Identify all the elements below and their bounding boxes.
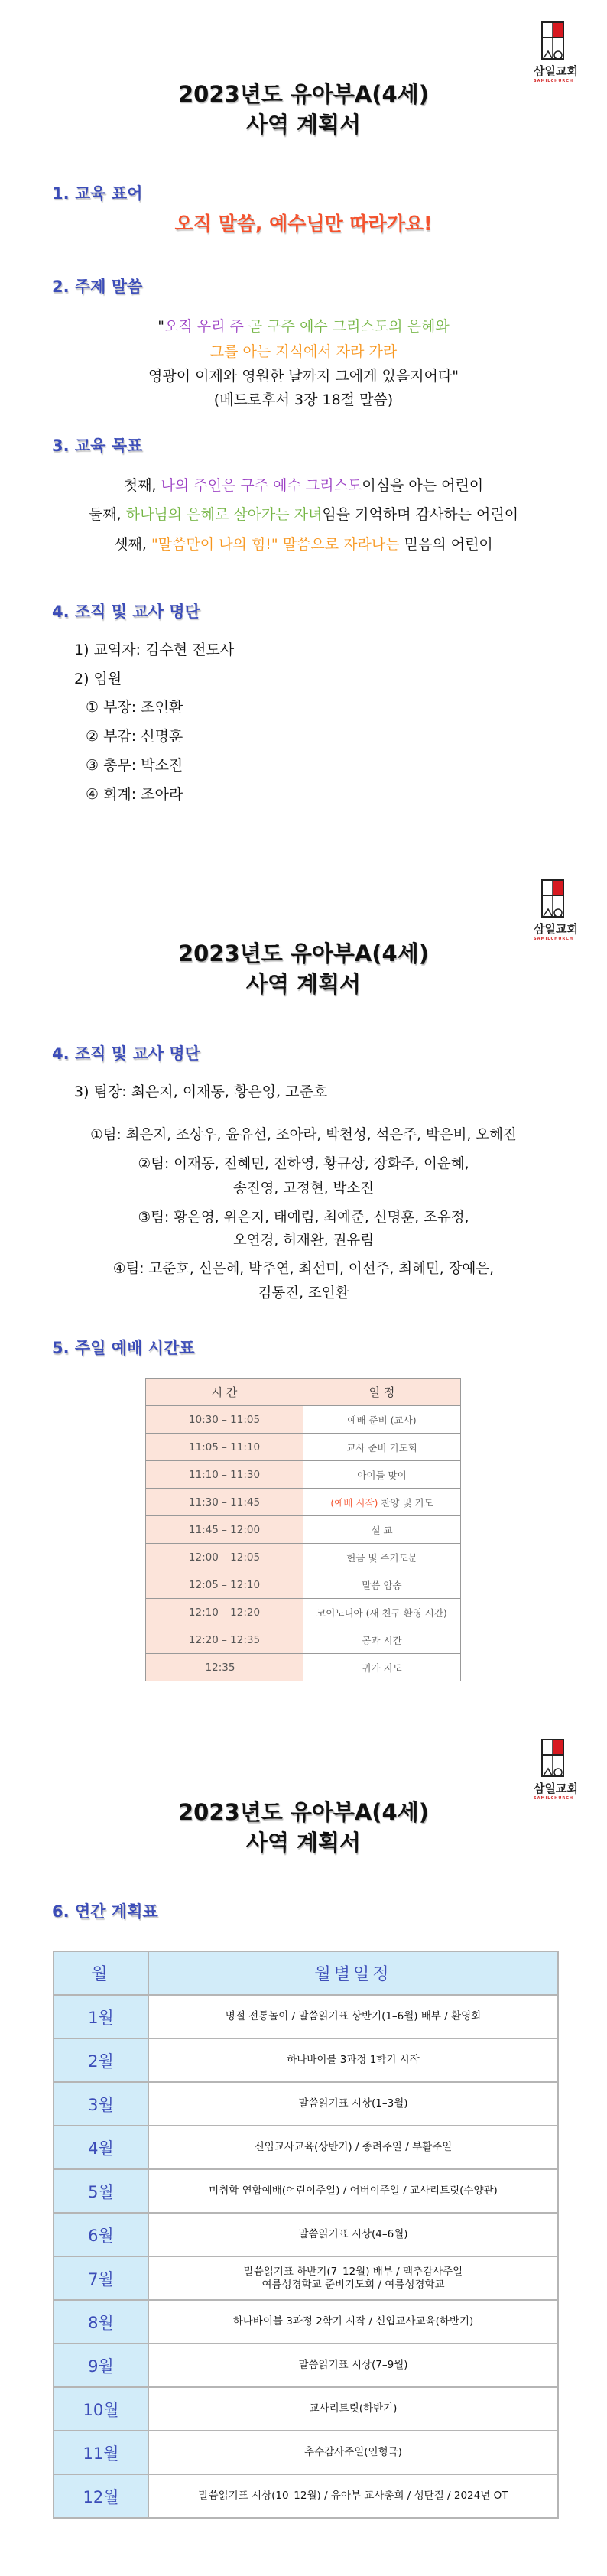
column-header-time: 시 간	[146, 1379, 304, 1406]
church-logo-mark-icon	[541, 21, 564, 60]
month-events	[148, 2387, 558, 2431]
schedule-row	[146, 1571, 461, 1599]
verse-line	[0, 365, 607, 388]
section-heading-organization-cont: 4. 조직 및 교사 명단	[52, 1044, 200, 1063]
schedule-item	[304, 1571, 461, 1599]
schedule-time: 11:05 – 11:10	[146, 1434, 304, 1461]
schedule-row	[146, 1626, 461, 1654]
schedule-row	[146, 1434, 461, 1461]
team-members: 송진영, 고정현, 박소진	[232, 1181, 375, 1197]
church-name-english: SAMILCHURCH	[534, 79, 574, 83]
month-event-line: 명절 전통놀이 / 말씀읽기표 상반기(1–6월) 배부 / 환영회	[225, 2010, 482, 2022]
church-name: 삼일교회	[534, 1782, 578, 1795]
month-event-line: 교사리트릿(하반기)	[309, 2402, 398, 2415]
schedule-row	[146, 1406, 461, 1434]
month-events	[148, 2169, 558, 2213]
document-title-line2: 사역 계획서	[245, 112, 362, 138]
schedule-item-text: 귀가 지도	[362, 1662, 402, 1674]
schedule-row	[146, 1516, 461, 1544]
section-heading-worship-schedule: 5. 주일 예배 시간표	[52, 1339, 195, 1357]
document-title-line2: 사역 계획서	[245, 971, 362, 997]
month-event-line: 말씀읽기표 시상(1–3월)	[298, 2097, 408, 2110]
schedule-item-text: 코이노니아 (새 친구 환영 시간)	[316, 1606, 447, 1619]
month-events	[148, 2256, 558, 2300]
verse-line	[0, 388, 607, 411]
schedule-item-text: 교사 준비 기도회	[346, 1441, 417, 1454]
verse-line-segment: 곧 구주 예수 그리스도의 은혜와	[243, 318, 450, 335]
month-event-line: 말씀읽기표 시상(7–9월)	[298, 2359, 408, 2371]
schedule-item	[304, 1489, 461, 1516]
schedule-item	[304, 1654, 461, 1681]
month-event-line: 여름성경학교 준비기도회 / 여름성경학교	[261, 2278, 445, 2291]
schedule-row	[146, 1599, 461, 1626]
month-label: 1월	[54, 1995, 148, 2038]
team-members: ④팀: 고준호, 신은혜, 박주연, 최선미, 이선주, 최혜민, 장예은,	[112, 1261, 495, 1277]
goal-line	[0, 474, 607, 497]
church-logo-mark-icon	[541, 1739, 564, 1777]
schedule-item	[304, 1544, 461, 1571]
month-events	[148, 2344, 558, 2387]
schedule-item-text: 설 교	[371, 1524, 393, 1536]
goal-line	[0, 533, 607, 556]
schedule-time: 12:05 – 12:10	[146, 1571, 304, 1599]
section-heading-organization: 4. 조직 및 교사 명단	[52, 603, 200, 621]
goal-line	[0, 503, 607, 526]
goal-line-segment: 하나님의 은혜로 살아가는 자녀	[125, 506, 323, 523]
schedule-row	[146, 1461, 461, 1489]
church-name: 삼일교회	[534, 64, 578, 78]
minister: 1) 교역자: 김수현 전도사	[74, 642, 235, 658]
month-event-line: 말씀읽기표 시상(4–6월)	[298, 2228, 408, 2240]
church-name-english: SAMILCHURCH	[534, 1796, 574, 1801]
month-label: 4월	[54, 2126, 148, 2169]
month-event-line: 신입교사교육(상반기) / 종려주일 / 부활주일	[254, 2141, 453, 2153]
schedule-item	[304, 1406, 461, 1434]
team-members: 김동진, 조인환	[258, 1285, 349, 1301]
annual-plan-row	[54, 2213, 558, 2256]
church-name: 삼일교회	[534, 922, 578, 936]
annual-plan-row	[54, 2082, 558, 2126]
officer-item: ② 부감: 신명훈	[86, 728, 183, 745]
document-title-line1: 2023년도 유아부A(4세)	[177, 81, 430, 107]
verse-line-segment: 영광이 이제와 영원한 날까지 그에게 있을지어다"	[148, 368, 459, 385]
month-events	[148, 2474, 558, 2518]
month-label: 8월	[54, 2300, 148, 2344]
church-name-english: SAMILCHURCH	[534, 937, 574, 941]
church-logo	[534, 21, 578, 83]
schedule-item-text: 찬양 및 기도	[378, 1496, 433, 1509]
goal-line-segment: 둘째,	[88, 506, 126, 523]
schedule-item	[304, 1626, 461, 1654]
schedule-item-text: 헌금 및 주기도문	[346, 1551, 417, 1564]
team-members: ③팀: 황은영, 위은지, 태예림, 최예준, 신명훈, 조유정,	[138, 1210, 469, 1226]
goal-line-segment: 믿음의 어린이	[399, 536, 493, 553]
schedule-time: 12:35 –	[146, 1654, 304, 1681]
section-heading-annual-plan: 6. 연간 계획표	[52, 1902, 158, 1921]
month-label: 7월	[54, 2256, 148, 2300]
verse-line-segment: 오직 우리 주	[164, 318, 244, 335]
month-label: 12월	[54, 2474, 148, 2518]
section-heading-goals: 3. 교육 목표	[52, 437, 143, 455]
education-motto: 오직 말씀, 예수님만 따라가요!	[174, 213, 433, 235]
goal-line-segment: 이심을 아는 어린이	[362, 477, 484, 494]
document-title-line1: 2023년도 유아부A(4세)	[177, 1799, 430, 1825]
schedule-time: 11:30 – 11:45	[146, 1489, 304, 1516]
column-header-month: 월	[54, 1951, 148, 1995]
schedule-time: 10:30 – 11:05	[146, 1406, 304, 1434]
goal-line-segment: 첫째,	[123, 477, 161, 494]
verse-line	[0, 315, 607, 338]
month-events	[148, 2126, 558, 2169]
goal-line-segment: "말씀만이 나의 힘!" 말씀으로 자라나는	[151, 536, 400, 553]
team-members: ②팀: 이재동, 전혜민, 전하영, 황규상, 장화주, 이윤혜,	[138, 1156, 469, 1172]
team-members: 오연경, 허재완, 권유림	[232, 1233, 375, 1249]
month-label: 10월	[54, 2387, 148, 2431]
month-event-line: 추수감사주일(인형극)	[304, 2446, 402, 2458]
annual-plan-row	[54, 2038, 558, 2082]
schedule-item	[304, 1599, 461, 1626]
month-events	[148, 2082, 558, 2126]
month-event-line: 말씀읽기표 시상(10–12월) / 유아부 교사총회 / 성탄절 / 2024년 OT	[198, 2490, 508, 2502]
schedule-item-text: 아이들 맞이	[357, 1469, 407, 1481]
schedule-item-text: 예배 준비 (교사)	[347, 1414, 417, 1426]
schedule-time: 12:00 – 12:05	[146, 1544, 304, 1571]
goal-line-segment: 나의 주인은 구주 예수 그리스도	[161, 477, 362, 494]
officer-item: ④ 회계: 조아라	[86, 786, 183, 803]
team-members: ①팀: 최은지, 조상우, 윤유선, 조아라, 박천성, 석은주, 박은비, 오혜진	[90, 1127, 517, 1143]
month-label: 3월	[54, 2082, 148, 2126]
month-event-line: 말씀읽기표 하반기(7–12월) 배부 / 맥추감사주일	[243, 2265, 463, 2278]
worship-schedule-table	[145, 1378, 461, 1681]
officers-label: 2) 임원	[74, 671, 122, 687]
annual-plan-row	[54, 2474, 558, 2518]
verse-line	[0, 340, 607, 363]
schedule-row	[146, 1544, 461, 1571]
month-event-line: 하나바이블 3과정 2학기 시작 / 신입교사교육(하반기)	[232, 2315, 474, 2327]
annual-plan-row	[54, 2126, 558, 2169]
verse-line-segment: "	[157, 318, 165, 335]
verse-line-segment: (베드로후서 3장 18절 말씀)	[213, 391, 394, 408]
officer-item: ③ 총무: 박소진	[86, 757, 183, 774]
schedule-highlight: (예배 시작)	[330, 1496, 378, 1509]
annual-plan-row	[54, 1995, 558, 2038]
church-logo	[534, 1739, 578, 1801]
annual-plan-row	[54, 2300, 558, 2344]
annual-plan-table	[53, 1951, 559, 2519]
annual-plan-row	[54, 2256, 558, 2300]
schedule-item-text: 말씀 암송	[362, 1579, 402, 1591]
month-events	[148, 2213, 558, 2256]
schedule-row	[146, 1489, 461, 1516]
verse-line-segment: 그를 아는 지식에서 자라 가라	[209, 343, 398, 360]
schedule-item	[304, 1461, 461, 1489]
schedule-time: 12:20 – 12:35	[146, 1626, 304, 1654]
document-title-line1: 2023년도 유아부A(4세)	[177, 940, 430, 966]
section-heading-theme-verse: 2. 주제 말씀	[52, 278, 143, 296]
schedule-item-text: 공과 시간	[362, 1634, 402, 1646]
annual-plan-row	[54, 2431, 558, 2474]
team-leaders: 3) 팀장: 최은지, 이재동, 황은영, 고준호	[74, 1083, 328, 1100]
month-event-line: 하나바이블 3과정 1학기 시작	[287, 2054, 420, 2066]
officer-item: ① 부장: 조인환	[86, 699, 183, 716]
schedule-item	[304, 1434, 461, 1461]
section-heading-motto: 1. 교육 표어	[52, 184, 143, 203]
schedule-item	[304, 1516, 461, 1544]
month-label: 2월	[54, 2038, 148, 2082]
annual-plan-row	[54, 2169, 558, 2213]
month-events	[148, 2038, 558, 2082]
month-event-line: 미취학 연합예배(어린이주일) / 어버이주일 / 교사리트릿(수양관)	[209, 2185, 498, 2197]
schedule-time: 12:10 – 12:20	[146, 1599, 304, 1626]
month-label: 6월	[54, 2213, 148, 2256]
month-events	[148, 1995, 558, 2038]
month-label: 11월	[54, 2431, 148, 2474]
month-label: 9월	[54, 2344, 148, 2387]
schedule-row	[146, 1654, 461, 1681]
church-logo	[534, 879, 578, 941]
schedule-time: 11:45 – 12:00	[146, 1516, 304, 1544]
annual-plan-row	[54, 2387, 558, 2431]
column-header-monthly-schedule: 월별일정	[148, 1951, 558, 1995]
goal-line-segment: 임을 기억하며 감사하는 어린이	[322, 506, 519, 523]
column-header-schedule: 일 정	[304, 1379, 461, 1406]
annual-plan-row	[54, 2344, 558, 2387]
month-events	[148, 2431, 558, 2474]
month-label: 5월	[54, 2169, 148, 2213]
schedule-time: 11:10 – 11:30	[146, 1461, 304, 1489]
church-logo-mark-icon	[541, 879, 564, 918]
goal-line-segment: 셋째,	[114, 536, 151, 553]
month-events	[148, 2300, 558, 2344]
document-title-line2: 사역 계획서	[245, 1830, 362, 1856]
